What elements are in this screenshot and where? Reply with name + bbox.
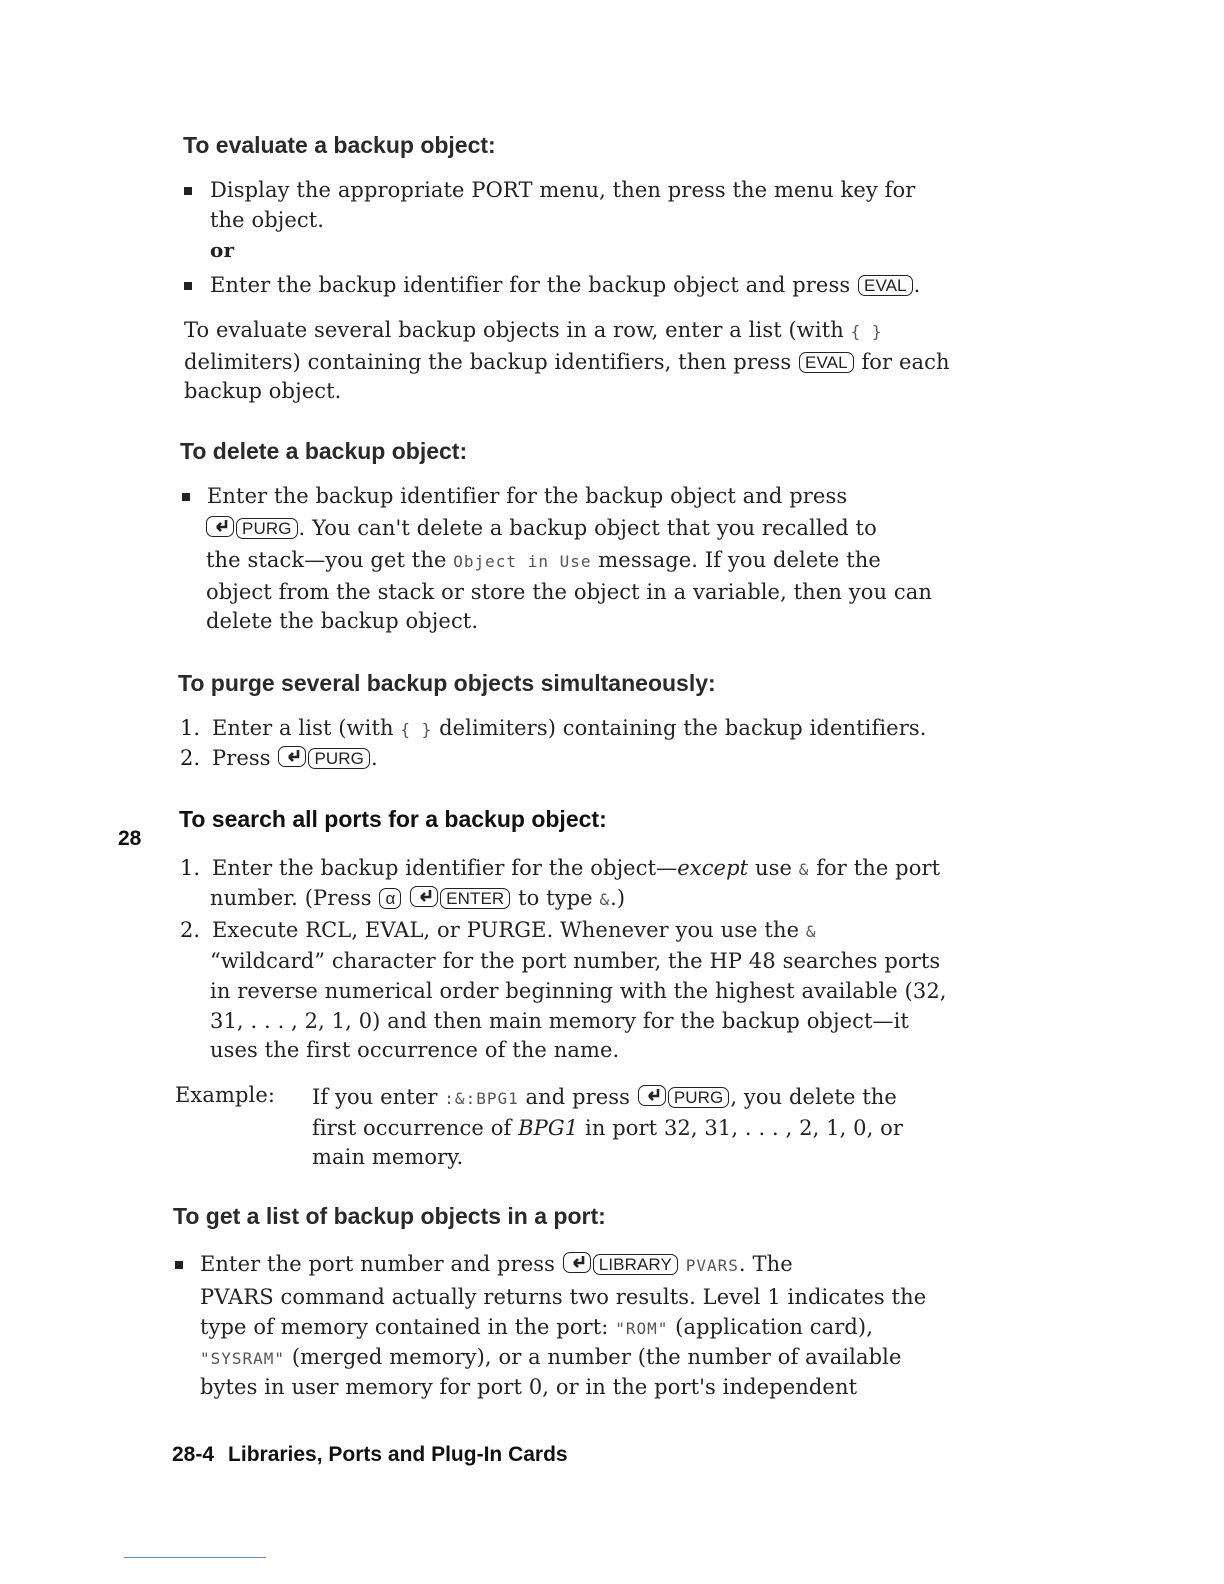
left-shift-arrow-icon [210,518,230,534]
example-line1: If you enter :&:BPG1 and press PURG , you delete the [312,1085,897,1109]
list-line2: PVARS command actually returns two results. Level 1 indicates the [200,1285,927,1309]
bullet-icon [184,282,192,290]
left-shift-arrow-icon [567,1254,587,1270]
lcd-text: & [798,860,810,879]
list-line1: Enter the port number and press LIBRARY PVARS. The [200,1252,793,1276]
example-line2: first occurrence of BPG1 in port 32, 31, . . . , 2, 1, 0, or [312,1116,904,1140]
lcd-text: "ROM" [615,1319,669,1338]
heading-search: To search all ports for a backup object: [179,806,607,832]
search-step2-line1: Execute RCL, EVAL, or PURGE. Whenever you use the & [212,918,817,942]
evaluate-para-line3: backup object. [184,379,342,403]
menu-label-pvars: PVARS [685,1256,739,1275]
evaluate-para-line2: delimiters) containing the backup identifiers, then press EVAL for each [184,350,950,374]
alpha-key: α [379,888,401,909]
search-step2-line3: in reverse numerical order beginning with the highest available (32, [210,979,947,1003]
left-shift-arrow-icon [414,888,434,904]
left-shift-arrow-icon [642,1087,662,1103]
page-footer [172,1443,568,1467]
delete-line5: delete the backup object. [206,609,479,633]
delete-line3: the stack—you get the Object in Use message. If you delete the [206,548,881,572]
evaluate-para-line1: To evaluate several backup objects in a row, enter a list (with { } [184,318,883,342]
list-line5: bytes in user memory for port 0, or in the port's independent [200,1375,858,1399]
purg-key: PURG [236,518,298,539]
bullet-icon [184,187,192,195]
heading-list: To get a list of backup objects in a port: [173,1203,606,1229]
lcd-text: { } [850,322,883,341]
eval-key: EVAL [858,275,913,296]
lcd-text: "SYSRAM" [200,1349,286,1368]
lcd-text: & [805,922,817,941]
lcd-text: & [599,890,611,909]
lcd-text: { } [400,720,433,739]
or-connector: or [210,238,235,262]
lcd-text: :&:BPG1 [444,1089,519,1108]
purg-key: PURG [308,748,370,769]
purge-step1: Enter a list (with { } delimiters) containing the backup identifiers. [212,716,927,740]
delete-line2: PURG . You can't delete a backup object that you recalled to [205,516,877,540]
search-step2-line2: “wildcard” character for the port number, the HP 48 searches ports [210,949,941,973]
bullet-icon [175,1261,183,1269]
left-shift-key [638,1085,666,1106]
page-number: 28-4 [172,1443,215,1466]
step-number: 2. [180,746,201,770]
purge-step2: Press PURG . [212,746,378,770]
list-line3: type of memory contained in the port: "ROM" (application card), [200,1315,873,1339]
step-number: 2. [180,918,201,942]
heading-delete: To delete a backup object: [180,438,468,464]
purg-key: PURG [668,1087,730,1108]
evaluate-bullet1-line1: Display the appropriate PORT menu, then press the menu key for [210,178,916,202]
enter-key: ENTER [440,888,510,909]
eval-key: EVAL [799,352,854,373]
step-number: 1. [180,856,201,880]
search-step2-line4: 31, . . . , 2, 1, 0) and then main memory for the backup object—it [210,1009,909,1033]
search-step2-line5: uses the first occurrence of the name. [210,1038,620,1062]
bullet-icon [182,493,190,501]
lcd-text: Object in Use [453,552,592,571]
footer-title: Libraries, Ports and Plug-In Cards [228,1443,568,1466]
evaluate-bullet2-line1: Enter the backup identifier for the backup object and press EVAL . [210,273,921,297]
heading-evaluate: To evaluate a backup object: [183,132,496,158]
library-key: LIBRARY [593,1254,678,1275]
left-shift-key [410,886,438,907]
search-step1-line1: Enter the backup identifier for the object—except use & for the port [212,856,941,880]
left-shift-key [563,1252,591,1273]
heading-purge: To purge several backup objects simultaneously: [178,670,716,696]
search-step1-line2: number. (Press α ENTER to type &.) [210,886,626,910]
left-shift-arrow-icon [282,748,302,764]
example-line3: main memory. [312,1145,464,1169]
chapter-tab-number: 28 [118,827,142,850]
scan-edge-line [124,1557,266,1558]
step-number: 1. [180,716,201,740]
delete-line4: object from the stack or store the object in a variable, then you can [206,580,932,604]
evaluate-bullet1-line2: the object. [210,208,325,232]
delete-line1: Enter the backup identifier for the backup object and press [207,484,848,508]
example-label: Example: [175,1083,276,1107]
left-shift-key [278,746,306,767]
list-line4: "SYSRAM" (merged memory), or a number (the number of available [200,1345,902,1369]
left-shift-key [206,516,234,537]
